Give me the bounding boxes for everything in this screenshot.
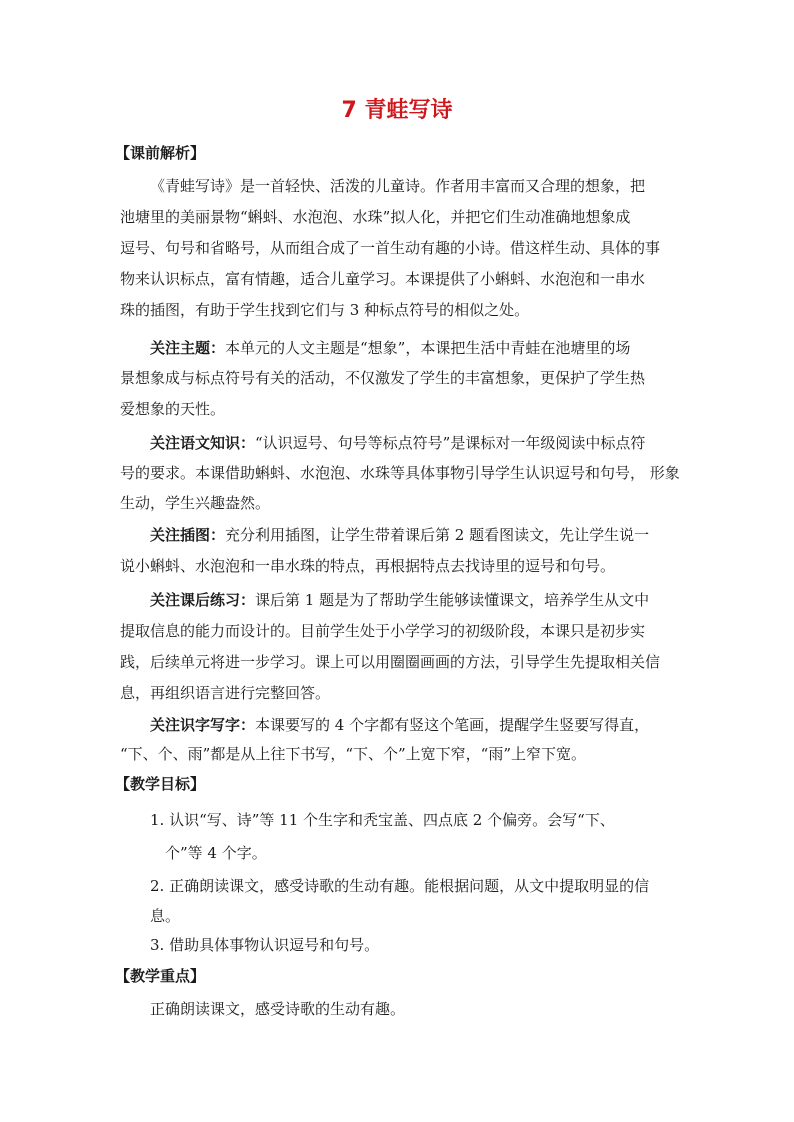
page-title: 7 青蛙写诗: [341, 98, 453, 123]
paragraph-line: 提取信息的能力而设计的。目前学生处于小学学习的初级阶段，本课只是初步实: [120, 622, 646, 640]
focus-illustration-line: [150, 525, 649, 545]
paragraph-line: 践，后续单元将进一步学习。课上可以用圈圈画画的方法，引导学生先提取相关信: [120, 653, 661, 671]
key-point-line: 正确朗读课文，感受诗歌的生动有趣。: [150, 1000, 406, 1018]
section-heading-analysis: 【课前解析】: [115, 144, 206, 162]
focus-language-text: “认识逗号、句号等标点符号”是课标对一年级阅读中标点符: [255, 434, 646, 452]
focus-exercise-text: 课后第 1 题是为了帮助学生能够读懂课文，培养学生从文中: [255, 591, 650, 609]
paragraph-line: “下、个、雨”都是从上往下书写，“下、个”上宽下窄，“雨”上窄下宽。: [120, 745, 587, 763]
focus-language-label: 关注语文知识：: [150, 434, 256, 452]
focus-writing-line: [150, 715, 649, 735]
paragraph-line: 爱想象的天性。: [120, 400, 226, 418]
goal-item-continuation: 息。: [150, 907, 181, 925]
focus-theme-label: 关注主题：: [150, 339, 226, 357]
paragraph-line: 物来认识标点，富有情趣，适合儿童学习。本课提供了小蝌蚪、水泡泡和一串水: [120, 270, 646, 288]
focus-writing-text: 本课要写的 4 个字都有竖这个笔画，提醒学生竖要写得直，: [255, 716, 650, 734]
goal-item: 2. 正确朗读课文，感受诗歌的生动有趣。能根据问题，从文中提取明显的信: [150, 877, 650, 895]
focus-illustration-text: 充分利用插图，让学生带着课后第 2 题看图读文，先让学生说一: [225, 526, 650, 544]
focus-theme-line: [150, 338, 630, 358]
paragraph-line: 珠的插图，有助于学生找到它们与 3 种标点符号的相似之处。: [120, 301, 530, 319]
paragraph-line: 池塘里的美丽景物“蝌蚪、水泡泡、水珠”拟人化，并把它们生动准确地想象成: [120, 208, 631, 226]
focus-exercise-label: 关注课后练习：: [150, 591, 256, 609]
paragraph-line: 号的要求。本课借助蝌蚪、水泡泡、水珠等具体事物引导学生认识逗号和句号， 形象: [120, 464, 680, 482]
focus-language-line: [150, 433, 645, 453]
focus-theme-text: 本单元的人文主题是“想象”，本课把生活中青蛙在池塘里的场: [225, 339, 631, 357]
paragraph-line: 说小蝌蚪、水泡泡和一串水珠的特点，再根据特点去找诗里的逗号和句号。: [120, 557, 616, 575]
goal-item-continuation: 个”等 4 个字。: [165, 844, 267, 862]
paragraph-line: 息，再组织语言进行完整回答。: [120, 684, 331, 702]
focus-exercise-line: [150, 590, 649, 610]
paragraph-line: 《青蛙写诗》是一首轻快、活泼的儿童诗。作者用丰富而又合理的想象，把: [150, 177, 646, 195]
focus-writing-label: 关注识字写字：: [150, 716, 256, 734]
goal-item: 1. 认识“写、诗”等 11 个生字和秃宝盖、四点底 2 个偏旁。会写“下、: [150, 811, 615, 829]
section-heading-key-points: 【教学重点】: [115, 967, 206, 985]
section-heading-goals: 【教学目标】: [115, 775, 206, 793]
paragraph-line: 生动，学生兴趣盎然。: [120, 494, 271, 512]
paragraph-line: 景想象成与标点符号有关的活动，不仅激发了学生的丰富想象，更保护了学生热: [120, 369, 646, 387]
paragraph-line: 逗号、句号和省略号，从而组合成了一首生动有趣的小诗。借这样生动、具体的事: [120, 239, 661, 257]
goal-item: 3. 借助具体事物认识逗号和句号。: [150, 936, 380, 954]
focus-illustration-label: 关注插图：: [150, 526, 226, 544]
